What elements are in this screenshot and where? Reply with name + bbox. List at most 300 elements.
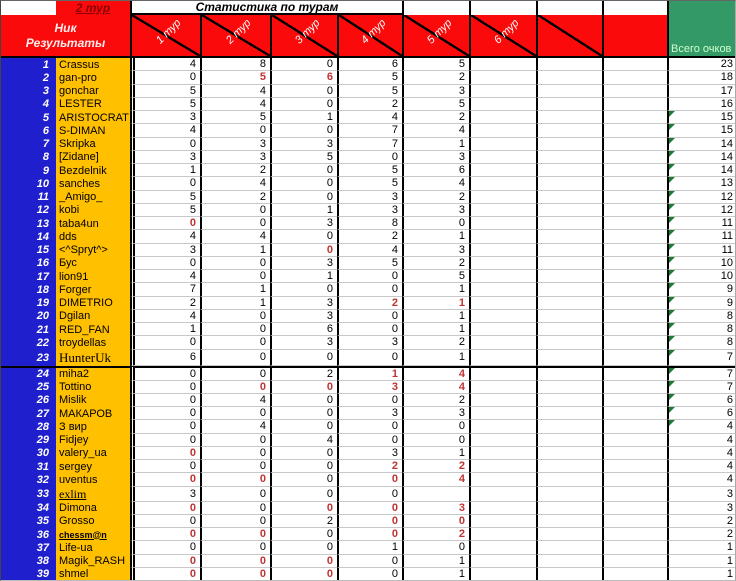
total-points-cell[interactable]: 14	[667, 138, 736, 151]
empty-cell[interactable]	[536, 394, 602, 407]
round-4-score-cell[interactable]: 0	[337, 323, 402, 336]
empty-cell[interactable]	[536, 460, 602, 473]
player-name-cell[interactable]: uventus	[56, 473, 130, 486]
round-2-score-cell[interactable]: 0	[200, 217, 270, 230]
empty-cell[interactable]	[536, 366, 602, 381]
round-5-score-cell[interactable]: 6	[402, 164, 469, 177]
rank-cell[interactable]: 26	[1, 394, 56, 407]
round-5-score-cell[interactable]: 3	[402, 204, 469, 217]
total-points-cell[interactable]: 9	[667, 283, 736, 296]
round-3-score-cell[interactable]: 4	[270, 434, 337, 447]
round-4-score-cell[interactable]: 3	[337, 191, 402, 204]
round-4-score-cell[interactable]: 0	[337, 515, 402, 528]
total-points-cell[interactable]: 6	[667, 407, 736, 420]
player-name-cell[interactable]: З вир	[56, 420, 130, 433]
total-points-cell[interactable]: 17	[667, 85, 736, 98]
player-name-cell[interactable]: Mislik	[56, 394, 130, 407]
round-4-score-cell[interactable]: 5	[337, 177, 402, 190]
player-name-cell[interactable]: <^Spryt^>	[56, 244, 130, 257]
empty-cell[interactable]	[602, 528, 667, 541]
round-2-score-cell[interactable]: 3	[200, 151, 270, 164]
player-name-cell[interactable]: S-DIMAN	[56, 124, 130, 137]
round-4-score-cell[interactable]: 0	[337, 487, 402, 502]
round-2-score-cell[interactable]: 0	[200, 381, 270, 394]
round-4-score-cell[interactable]: 3	[337, 336, 402, 349]
round-4-score-cell[interactable]: 7	[337, 138, 402, 151]
corner-blank-cell[interactable]	[1, 1, 56, 15]
empty-cell[interactable]	[602, 473, 667, 486]
round-5-score-cell[interactable]: 4	[402, 124, 469, 137]
round-2-score-cell[interactable]: 0	[200, 541, 270, 554]
round-3-score-cell[interactable]: 0	[270, 164, 337, 177]
round-4-score-cell[interactable]: 0	[337, 420, 402, 433]
round-6-score-cell[interactable]	[469, 244, 536, 257]
round-1-score-cell[interactable]: 3	[130, 487, 200, 502]
empty-cell[interactable]	[536, 270, 602, 283]
round-1-score-cell[interactable]: 0	[130, 366, 200, 381]
round-2-score-cell[interactable]: 2	[200, 191, 270, 204]
round-5-score-cell[interactable]: 4	[402, 381, 469, 394]
total-points-cell[interactable]: 13	[667, 177, 736, 190]
empty-cell[interactable]	[536, 568, 602, 581]
player-name-cell[interactable]: kobi	[56, 204, 130, 217]
round-5-score-cell[interactable]: 2	[402, 394, 469, 407]
round-1-score-cell[interactable]: 0	[130, 138, 200, 151]
round-3-score-cell[interactable]: 0	[270, 283, 337, 296]
round-2-score-cell[interactable]: 4	[200, 85, 270, 98]
round-4-score-cell[interactable]: 0	[337, 394, 402, 407]
round-4-score-cell[interactable]: 8	[337, 217, 402, 230]
empty-cell[interactable]	[602, 71, 667, 84]
empty-cell[interactable]	[536, 502, 602, 515]
total-points-cell[interactable]: 4	[667, 473, 736, 486]
round-3-score-cell[interactable]: 0	[270, 502, 337, 515]
round-2-score-cell[interactable]: 1	[200, 244, 270, 257]
round-3-score-cell[interactable]: 1	[270, 270, 337, 283]
player-name-cell[interactable]: Tottino	[56, 381, 130, 394]
round-1-score-cell[interactable]: 1	[130, 164, 200, 177]
round-2-score-cell[interactable]: 4	[200, 177, 270, 190]
round-6-score-cell[interactable]	[469, 177, 536, 190]
round-2-score-cell[interactable]: 4	[200, 230, 270, 243]
empty-cell[interactable]	[536, 138, 602, 151]
empty-cell[interactable]	[536, 447, 602, 460]
round-5-score-cell[interactable]: 1	[402, 138, 469, 151]
round-5-score-cell[interactable]: 1	[402, 230, 469, 243]
round-6-score-cell[interactable]	[469, 98, 536, 111]
round-1-score-cell[interactable]: 0	[130, 257, 200, 270]
total-points-cell[interactable]: 3	[667, 502, 736, 515]
round-6-score-cell[interactable]	[469, 555, 536, 568]
column-header-blank[interactable]	[602, 15, 667, 56]
round-1-score-cell[interactable]: 0	[130, 568, 200, 581]
rank-cell[interactable]: 4	[1, 98, 56, 111]
round-6-score-cell[interactable]	[469, 381, 536, 394]
player-name-cell[interactable]: Grosso	[56, 515, 130, 528]
round-1-score-cell[interactable]: 0	[130, 177, 200, 190]
round-6-score-cell[interactable]	[469, 151, 536, 164]
round-4-score-cell[interactable]: 2	[337, 460, 402, 473]
round-5-score-cell[interactable]: 3	[402, 244, 469, 257]
round-4-score-cell[interactable]: 2	[337, 230, 402, 243]
nick-results-header[interactable]	[1, 15, 130, 56]
round-4-score-cell[interactable]: 0	[337, 502, 402, 515]
player-name-cell[interactable]: Fidjey	[56, 434, 130, 447]
round-6-score-cell[interactable]	[469, 204, 536, 217]
rank-cell[interactable]: 29	[1, 434, 56, 447]
round-3-score-cell[interactable]: 0	[270, 420, 337, 433]
round-1-score-cell[interactable]: 3	[130, 111, 200, 124]
rank-cell[interactable]: 1	[1, 58, 56, 71]
round-4-score-cell[interactable]: 0	[337, 310, 402, 323]
empty-cell[interactable]	[536, 164, 602, 177]
empty-cell[interactable]	[536, 98, 602, 111]
round-1-score-cell[interactable]: 0	[130, 407, 200, 420]
round-4-score-cell[interactable]: 0	[337, 555, 402, 568]
round-5-score-cell[interactable]: 0	[402, 515, 469, 528]
round-5-score-cell[interactable]: 1	[402, 555, 469, 568]
rank-cell[interactable]: 24	[1, 366, 56, 381]
empty-cell[interactable]	[602, 394, 667, 407]
empty-cell[interactable]	[602, 244, 667, 257]
round-3-score-cell[interactable]: 3	[270, 257, 337, 270]
rank-cell[interactable]: 14	[1, 230, 56, 243]
total-points-cell[interactable]: 16	[667, 98, 736, 111]
round-2-score-cell[interactable]: 0	[200, 515, 270, 528]
empty-cell[interactable]	[602, 555, 667, 568]
empty-cell[interactable]	[536, 204, 602, 217]
empty-cell[interactable]	[602, 98, 667, 111]
round-3-score-cell[interactable]: 0	[270, 407, 337, 420]
round-6-score-cell[interactable]	[469, 58, 536, 71]
round-6-score-cell[interactable]	[469, 568, 536, 581]
page-title[interactable]: Статистика по турам	[130, 1, 402, 15]
round-2-score-cell[interactable]: 0	[200, 323, 270, 336]
total-points-cell[interactable]: 4	[667, 447, 736, 460]
round-6-score-cell[interactable]	[469, 541, 536, 554]
player-name-cell[interactable]: Life-ua	[56, 541, 130, 554]
round-2-score-cell[interactable]: 0	[200, 487, 270, 502]
round-3-score-cell[interactable]: 0	[270, 230, 337, 243]
round-3-score-cell[interactable]: 2	[270, 515, 337, 528]
round-3-score-cell[interactable]: 0	[270, 528, 337, 541]
round-1-score-cell[interactable]: 5	[130, 191, 200, 204]
empty-cell[interactable]	[602, 111, 667, 124]
round-6-score-cell[interactable]	[469, 407, 536, 420]
round-5-score-cell[interactable]: 3	[402, 407, 469, 420]
round-5-score-cell[interactable]: 5	[402, 270, 469, 283]
round-1-score-cell[interactable]: 0	[130, 460, 200, 473]
round-3-score-cell[interactable]: 0	[270, 85, 337, 98]
rank-cell[interactable]: 23	[1, 350, 56, 366]
player-name-cell[interactable]: gonchar	[56, 85, 130, 98]
rank-cell[interactable]: 27	[1, 407, 56, 420]
player-name-cell[interactable]: [Zidane]	[56, 151, 130, 164]
rank-cell[interactable]: 38	[1, 555, 56, 568]
round-2-score-cell[interactable]: 0	[200, 350, 270, 366]
round-4-score-cell[interactable]: 1	[337, 541, 402, 554]
round-5-score-cell[interactable]: 0	[402, 541, 469, 554]
empty-cell[interactable]	[602, 138, 667, 151]
round-6-score-cell[interactable]	[469, 85, 536, 98]
round-1-score-cell[interactable]: 2	[130, 297, 200, 310]
round-3-score-cell[interactable]: 0	[270, 447, 337, 460]
round-5-score-cell[interactable]: 0	[402, 434, 469, 447]
rank-cell[interactable]: 37	[1, 541, 56, 554]
round-3-score-cell[interactable]: 0	[270, 124, 337, 137]
round-1-score-cell[interactable]: 4	[130, 310, 200, 323]
round-5-score-cell[interactable]: 0	[402, 217, 469, 230]
round-2-score-cell[interactable]: 0	[200, 270, 270, 283]
round-1-score-cell[interactable]: 1	[130, 323, 200, 336]
round-1-score-cell[interactable]: 0	[130, 555, 200, 568]
round-2-score-cell[interactable]: 0	[200, 204, 270, 217]
empty-cell[interactable]	[602, 217, 667, 230]
total-points-cell[interactable]: 18	[667, 71, 736, 84]
empty-cell[interactable]	[536, 336, 602, 349]
empty-cell[interactable]	[536, 310, 602, 323]
total-points-cell[interactable]: 7	[667, 350, 736, 366]
round-4-score-cell[interactable]: 5	[337, 164, 402, 177]
round-3-score-cell[interactable]: 3	[270, 297, 337, 310]
empty-cell[interactable]	[602, 447, 667, 460]
total-points-cell[interactable]: 4	[667, 420, 736, 433]
round-6-score-cell[interactable]	[469, 460, 536, 473]
rank-cell[interactable]: 11	[1, 191, 56, 204]
empty-cell[interactable]	[602, 323, 667, 336]
player-name-cell[interactable]: Bezdelnik	[56, 164, 130, 177]
round-1-score-cell[interactable]: 0	[130, 71, 200, 84]
rank-cell[interactable]: 2	[1, 71, 56, 84]
round-1-score-cell[interactable]: 3	[130, 244, 200, 257]
round-3-score-cell[interactable]: 0	[270, 177, 337, 190]
empty-cell[interactable]	[602, 460, 667, 473]
round-5-score-cell[interactable]: 4	[402, 366, 469, 381]
player-name-cell[interactable]: exlim	[56, 487, 130, 502]
round-2-score-cell[interactable]: 0	[200, 555, 270, 568]
total-points-cell[interactable]: 12	[667, 204, 736, 217]
player-name-cell[interactable]: Dgilan	[56, 310, 130, 323]
column-header-round-4[interactable]	[337, 15, 402, 56]
player-name-cell[interactable]: HunterUk	[56, 350, 130, 366]
rank-cell[interactable]: 9	[1, 164, 56, 177]
round-6-score-cell[interactable]	[469, 515, 536, 528]
total-points-cell[interactable]: 10	[667, 257, 736, 270]
round-4-score-cell[interactable]: 4	[337, 244, 402, 257]
empty-cell[interactable]	[602, 381, 667, 394]
round-1-score-cell[interactable]: 3	[130, 151, 200, 164]
round-3-score-cell[interactable]: 3	[270, 138, 337, 151]
round-5-score-cell[interactable]: 5	[402, 58, 469, 71]
empty-cell[interactable]	[602, 502, 667, 515]
round-1-score-cell[interactable]: 0	[130, 502, 200, 515]
round-5-score-cell[interactable]: 2	[402, 111, 469, 124]
column-header-unused[interactable]	[536, 15, 602, 56]
empty-cell[interactable]	[536, 473, 602, 486]
round-4-score-cell[interactable]: 1	[337, 366, 402, 381]
total-points-cell[interactable]: 3	[667, 487, 736, 502]
total-points-cell[interactable]: 7	[667, 381, 736, 394]
round-1-score-cell[interactable]: 5	[130, 98, 200, 111]
round-5-score-cell[interactable]: 2	[402, 460, 469, 473]
player-name-cell[interactable]: LESTER	[56, 98, 130, 111]
round-5-score-cell[interactable]: 0	[402, 420, 469, 433]
total-points-cell[interactable]: 6	[667, 394, 736, 407]
empty-cell[interactable]	[536, 528, 602, 541]
round-1-score-cell[interactable]: 0	[130, 336, 200, 349]
round-2-score-cell[interactable]: 5	[200, 111, 270, 124]
empty-cell[interactable]	[602, 177, 667, 190]
round-6-score-cell[interactable]	[469, 283, 536, 296]
rank-cell[interactable]: 30	[1, 447, 56, 460]
round-3-score-cell[interactable]: 5	[270, 151, 337, 164]
player-name-cell[interactable]: troydellas	[56, 336, 130, 349]
round-6-score-cell[interactable]	[469, 336, 536, 349]
player-name-cell[interactable]: sergey	[56, 460, 130, 473]
round-6-score-cell[interactable]	[469, 434, 536, 447]
round-5-score-cell[interactable]: 2	[402, 336, 469, 349]
player-name-cell[interactable]: gan-pro	[56, 71, 130, 84]
player-name-cell[interactable]: _Amigo_	[56, 191, 130, 204]
empty-cell[interactable]	[602, 541, 667, 554]
round-5-score-cell[interactable]: 2	[402, 257, 469, 270]
empty-cell[interactable]	[602, 283, 667, 296]
rank-cell[interactable]: 19	[1, 297, 56, 310]
total-points-cell[interactable]: 11	[667, 230, 736, 243]
round-3-score-cell[interactable]: 0	[270, 568, 337, 581]
round-3-score-cell[interactable]: 1	[270, 111, 337, 124]
total-points-cell[interactable]: 4	[667, 460, 736, 473]
round-2-score-cell[interactable]: 0	[200, 528, 270, 541]
empty-cell[interactable]	[602, 124, 667, 137]
round-2-score-cell[interactable]: 0	[200, 568, 270, 581]
player-name-cell[interactable]: Crassus	[56, 58, 130, 71]
round-6-score-cell[interactable]	[469, 164, 536, 177]
round-4-score-cell[interactable]: 4	[337, 111, 402, 124]
rank-cell[interactable]: 15	[1, 244, 56, 257]
empty-cell[interactable]	[536, 111, 602, 124]
round-3-score-cell[interactable]: 0	[270, 350, 337, 366]
round-3-score-cell[interactable]: 0	[270, 487, 337, 502]
rank-cell[interactable]: 8	[1, 151, 56, 164]
round-4-score-cell[interactable]: 5	[337, 257, 402, 270]
total-points-cell[interactable]: 1	[667, 568, 736, 581]
round-3-score-cell[interactable]: 0	[270, 394, 337, 407]
empty-cell[interactable]	[602, 230, 667, 243]
round-6-score-cell[interactable]	[469, 270, 536, 283]
rank-cell[interactable]: 31	[1, 460, 56, 473]
round-6-score-cell[interactable]	[469, 350, 536, 366]
total-points-cell[interactable]: 8	[667, 310, 736, 323]
empty-cell[interactable]	[536, 244, 602, 257]
round-5-score-cell[interactable]: 1	[402, 323, 469, 336]
round-3-score-cell[interactable]: 0	[270, 473, 337, 486]
round-2-score-cell[interactable]: 0	[200, 257, 270, 270]
round-3-score-cell[interactable]: 1	[270, 204, 337, 217]
round-2-score-cell[interactable]: 0	[200, 447, 270, 460]
round-4-score-cell[interactable]: 6	[337, 58, 402, 71]
round-3-score-cell[interactable]: 0	[270, 381, 337, 394]
rank-cell[interactable]: 22	[1, 336, 56, 349]
total-points-header[interactable]: Всего очков	[667, 1, 736, 56]
empty-cell[interactable]	[602, 310, 667, 323]
empty-cell[interactable]	[602, 58, 667, 71]
round-4-score-cell[interactable]: 3	[337, 381, 402, 394]
round-2-score-cell[interactable]: 4	[200, 420, 270, 433]
round-1-score-cell[interactable]: 0	[130, 420, 200, 433]
round-5-score-cell[interactable]: 3	[402, 151, 469, 164]
column-header-round-3[interactable]	[270, 15, 337, 56]
round-2-score-cell[interactable]: 0	[200, 473, 270, 486]
round-5-score-cell[interactable]: 4	[402, 177, 469, 190]
round-3-score-cell[interactable]: 2	[270, 366, 337, 381]
empty-cell[interactable]	[536, 257, 602, 270]
empty-cell[interactable]	[602, 164, 667, 177]
round-1-score-cell[interactable]: 0	[130, 447, 200, 460]
round-1-score-cell[interactable]: 5	[130, 85, 200, 98]
round-1-score-cell[interactable]: 0	[130, 217, 200, 230]
round-6-score-cell[interactable]	[469, 447, 536, 460]
round-2-score-cell[interactable]: 0	[200, 124, 270, 137]
total-points-cell[interactable]: 15	[667, 124, 736, 137]
empty-cell[interactable]	[536, 407, 602, 420]
round-4-score-cell[interactable]: 3	[337, 407, 402, 420]
round-1-score-cell[interactable]: 0	[130, 528, 200, 541]
round-5-score-cell[interactable]: 4	[402, 473, 469, 486]
round-6-score-cell[interactable]	[469, 257, 536, 270]
round-5-score-cell[interactable]: 3	[402, 502, 469, 515]
round-5-score-cell[interactable]: 3	[402, 85, 469, 98]
rank-cell[interactable]: 21	[1, 323, 56, 336]
player-name-cell[interactable]: lion91	[56, 270, 130, 283]
rank-cell[interactable]: 13	[1, 217, 56, 230]
player-name-cell[interactable]: Бус	[56, 257, 130, 270]
empty-cell[interactable]	[536, 381, 602, 394]
round-2-score-cell[interactable]: 5	[200, 71, 270, 84]
round-6-score-cell[interactable]	[469, 323, 536, 336]
round-3-score-cell[interactable]: 0	[270, 191, 337, 204]
player-name-cell[interactable]: taba4un	[56, 217, 130, 230]
round-4-score-cell[interactable]: 0	[337, 528, 402, 541]
total-points-cell[interactable]: 11	[667, 244, 736, 257]
empty-cell[interactable]	[536, 555, 602, 568]
total-points-cell[interactable]: 4	[667, 434, 736, 447]
total-points-cell[interactable]: 15	[667, 111, 736, 124]
round-6-score-cell[interactable]	[469, 420, 536, 433]
player-name-cell[interactable]: Dimona	[56, 502, 130, 515]
round-6-score-cell[interactable]	[469, 473, 536, 486]
player-name-cell[interactable]: ARISTOCRAT	[56, 111, 130, 124]
round-2-score-cell[interactable]: 3	[200, 138, 270, 151]
round-2-score-cell[interactable]: 4	[200, 98, 270, 111]
round-3-score-cell[interactable]: 3	[270, 217, 337, 230]
round-3-score-cell[interactable]: 6	[270, 71, 337, 84]
player-name-cell[interactable]: DIMETRIO	[56, 297, 130, 310]
round-1-score-cell[interactable]: 0	[130, 434, 200, 447]
empty-cell[interactable]	[536, 58, 602, 71]
empty-cell[interactable]	[602, 336, 667, 349]
round-1-score-cell[interactable]: 4	[130, 124, 200, 137]
round-1-score-cell[interactable]: 4	[130, 230, 200, 243]
round-3-score-cell[interactable]: 3	[270, 336, 337, 349]
empty-cell[interactable]	[602, 191, 667, 204]
round-2-score-cell[interactable]: 0	[200, 366, 270, 381]
empty-cell[interactable]	[536, 515, 602, 528]
empty-cell[interactable]	[536, 217, 602, 230]
empty-cell[interactable]	[536, 191, 602, 204]
round-1-score-cell[interactable]: 0	[130, 541, 200, 554]
round-5-score-cell[interactable]: 2	[402, 528, 469, 541]
